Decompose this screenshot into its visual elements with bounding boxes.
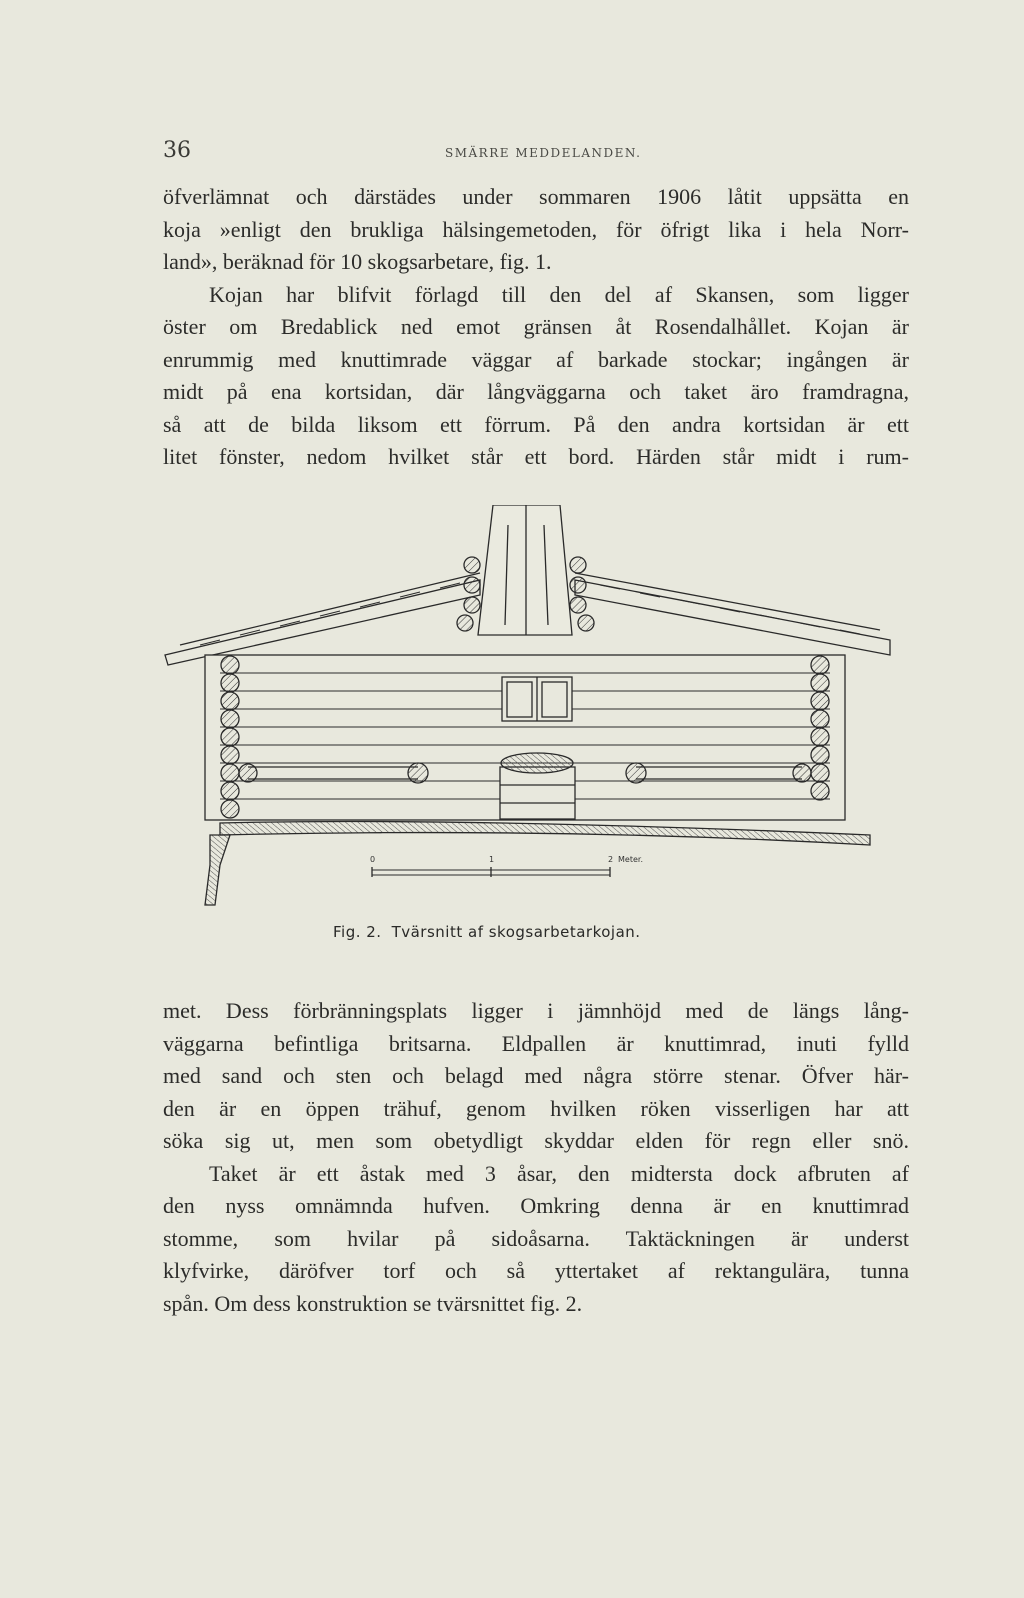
text-line: koja »enligt den brukliga hälsingemetoden, för öfrigt lika i hela Norr- [163,216,909,242]
text-line: klyfvirke, däröfver torf och så yttertaket af rektangulära, tunna [163,1258,909,1283]
scale-tick-2: 2 [608,855,614,864]
scale-unit: Meter. [618,855,643,864]
figure-caption [333,923,753,941]
running-title: SMÄRRE MEDDELANDEN. [445,146,642,160]
text-line: spån. Om dess konstruktion se tvärsnittet fig. 2. [163,1290,583,1316]
text-line: söka sig ut, men som obetydligt skyddar elden för regn eller snö. [163,1128,909,1153]
scale-tick-0: 0 [370,855,376,864]
running-head [163,138,913,168]
text-line: öfverlämnat och därstädes under sommaren 1906 låtit uppsätta en [163,184,909,209]
scale-tick-1: 1 [489,855,495,864]
text-line: Kojan har blifvit förlagd till den del af Skansen, som ligger [209,281,909,307]
text-line: väggarna befintliga britsarna. Eldpallen är knuttimrad, inuti fylld [163,1030,909,1056]
figure-caption-text: Tvärsnitt af skogsarbetarkojan. [391,923,641,941]
paragraph-1 [163,181,909,279]
figure-label: Fig. 2. [333,923,382,941]
text-line: den nyss omnämnda hufven. Omkring denna är en knuttimrad [163,1193,909,1218]
page-number: 36 [163,138,191,163]
text-line: den är en öppen trähuf, genom hvilken röken visserligen har att [163,1095,909,1121]
paragraph-2 [163,279,909,474]
paragraph-3 [163,995,909,1158]
text-line: litet fönster, nedom hvilket står ett bord. Härden står midt i rum- [163,444,909,469]
text-line: stomme, som hvilar på sidoåsarna. Taktäckningen är underst [163,1225,909,1251]
text-line: så att de bilda liksom ett förrum. På den andra kortsidan är ett [163,411,909,437]
text-line: land», beräknad för 10 skogsarbetare, fig. 1. [163,249,552,274]
text-line: midt på ena kortsidan, där långväggarna och taket äro framdragna, [163,379,909,404]
text-line: Taket är ett åstak med 3 åsar, den midtersta dock afbruten af [209,1160,909,1186]
figure-cross-section [160,505,920,925]
paragraph-4 [163,1158,909,1321]
text-line: met. Dess förbränningsplats ligger i jämnhöjd med de längs lång- [163,998,909,1023]
text-line: öster om Bredablick ned emot gränsen åt Rosendalhållet. Kojan är [163,314,909,339]
cabin-cross-section-drawing [160,505,920,925]
text-line: enrummig med knuttimrade väggar af barkade stockar; ingången är [163,346,909,372]
text-line: med sand och sten och belagd med några större stenar. Öfver här- [163,1063,909,1088]
